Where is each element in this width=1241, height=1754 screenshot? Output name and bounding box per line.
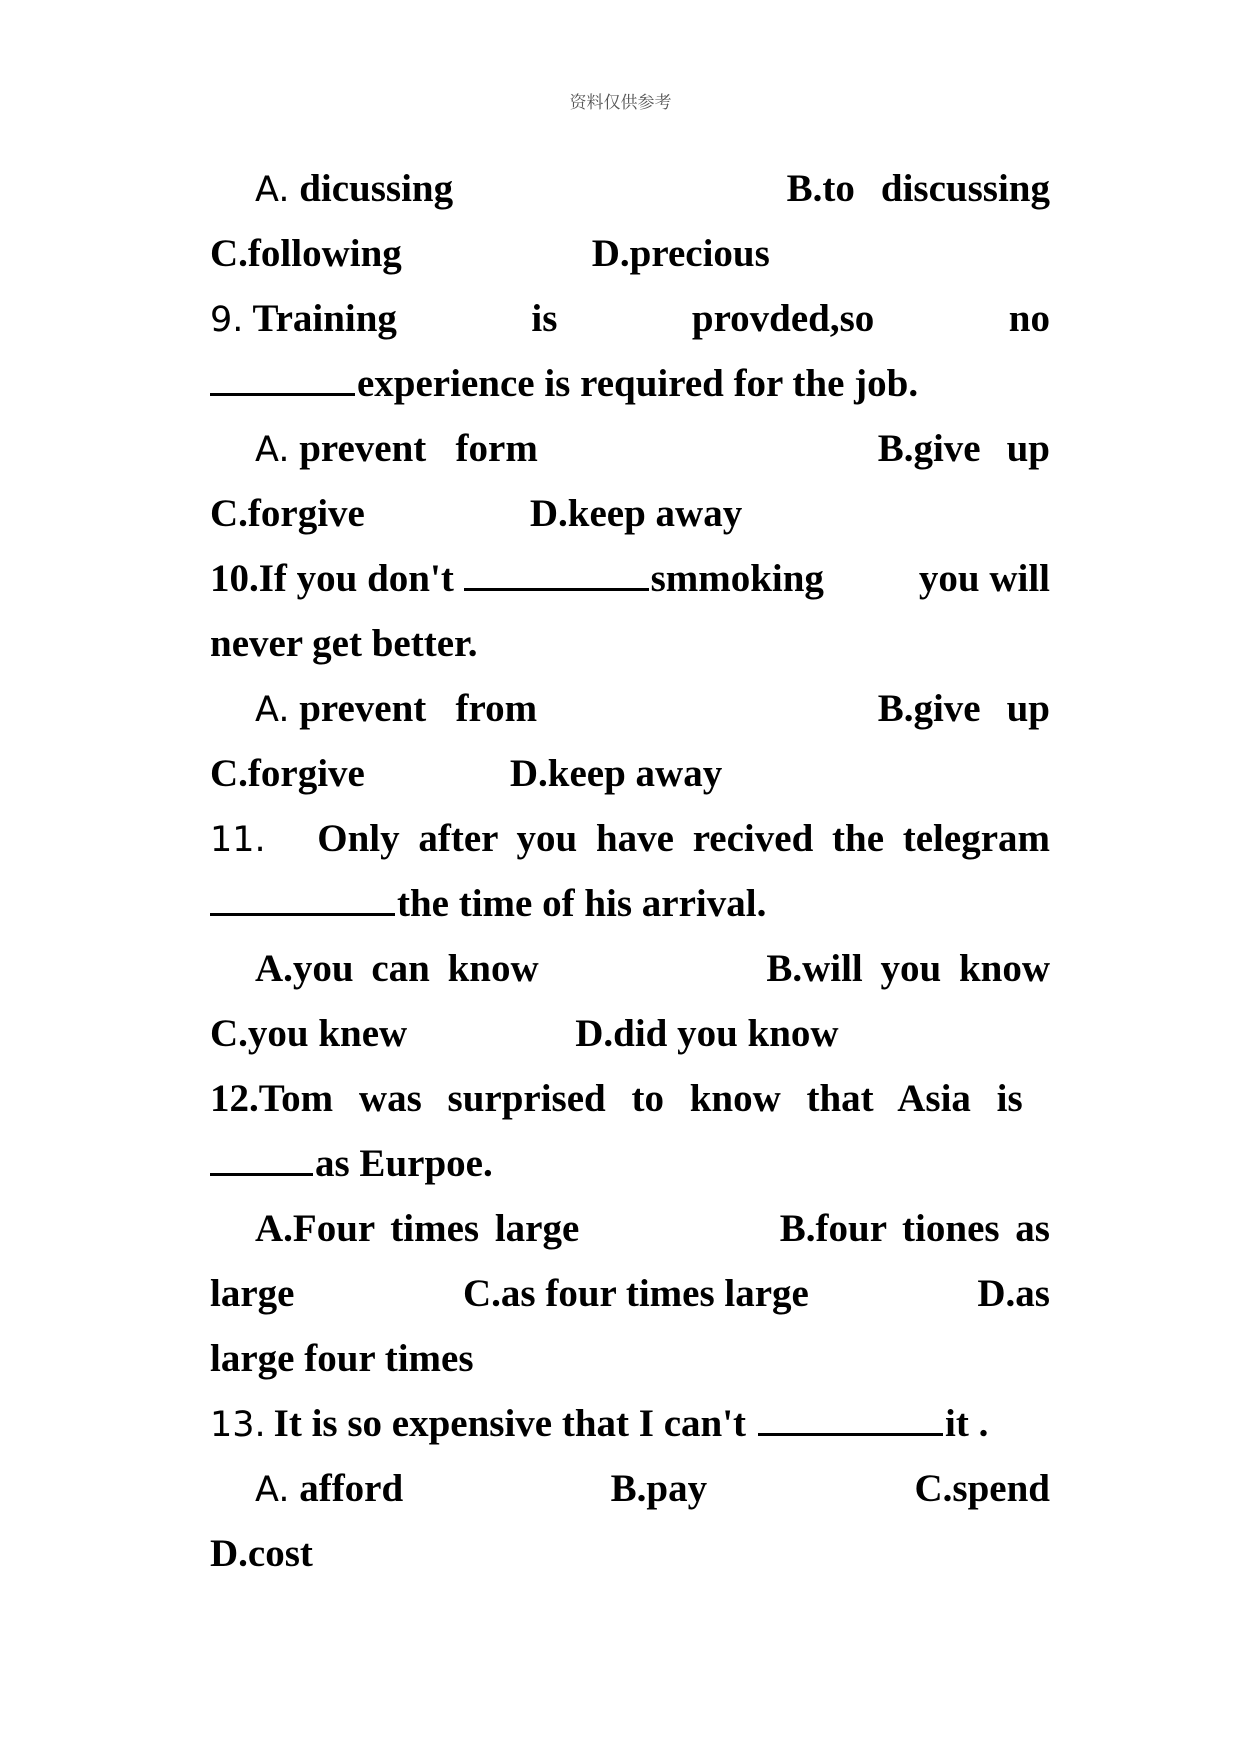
option-c: C.following [210, 232, 402, 275]
option-b-part2: up [1006, 687, 1050, 730]
question-line [210, 546, 1050, 611]
question-line [210, 351, 1050, 416]
option-c: C.spend [914, 1467, 1050, 1510]
option-label: A. [255, 690, 290, 730]
option-d: D.precious [591, 232, 770, 275]
options-line [210, 1261, 1050, 1326]
options-line [210, 676, 1050, 741]
options-line [210, 156, 1050, 221]
question-number: 13. [210, 1405, 266, 1445]
options-line [210, 936, 1050, 1001]
option-b: B.will you know [766, 947, 1050, 990]
option-a [255, 416, 538, 483]
option-b-part1: B.give [877, 427, 981, 470]
answer-blank [464, 552, 649, 591]
options-line [210, 1521, 1050, 1586]
question-content [210, 156, 1050, 1586]
option-c: C.forgive [210, 492, 365, 535]
option-b-part2: discussing [880, 167, 1050, 210]
option-text: afford [299, 1467, 404, 1510]
option-c: C.forgive [210, 752, 365, 795]
option-b: B.four tiones as [779, 1207, 1050, 1250]
option-b-part2: up [1006, 427, 1050, 470]
question-text: It is so expensive that I can't [273, 1402, 747, 1445]
question-text: you will [918, 557, 1050, 600]
page-header: 资料仅供参考 [569, 93, 672, 113]
option-text: large four times [210, 1337, 474, 1380]
question-text: the time of his arrival. [397, 882, 767, 925]
option-c: C.you knew [210, 1012, 408, 1055]
question-text: smmoking [650, 557, 824, 600]
options-line [210, 221, 1050, 286]
question-number: 11. [210, 820, 266, 860]
option-label: A. [255, 1470, 290, 1510]
question-number: 9. [210, 300, 244, 340]
options-line [210, 416, 1050, 481]
question-text: Only after you have recived the telegram [317, 817, 1050, 860]
question-word: is [531, 297, 558, 340]
question-line [210, 1391, 1050, 1456]
option-a: A.Four times large [255, 1207, 580, 1250]
options-line [210, 1456, 1050, 1521]
option-label: A. [255, 170, 290, 210]
question-line [210, 611, 1050, 676]
question-text: 10.If you don't [210, 557, 454, 600]
option-d: D.did you know [575, 1012, 839, 1055]
options-line [210, 1326, 1050, 1391]
option-c: C.as four times large [462, 1272, 809, 1315]
answer-blank [758, 1397, 943, 1436]
answer-blank [210, 1137, 313, 1176]
options-line [210, 481, 1050, 546]
question-word: Training [252, 297, 397, 340]
option-a: A.you can know [255, 947, 539, 990]
option-b: B.pay [610, 1467, 708, 1510]
question-line [210, 871, 1050, 936]
option-d: D.as [977, 1272, 1050, 1315]
option-a [255, 676, 537, 743]
option-d: D.keep away [529, 492, 743, 535]
question-text: it . [945, 1402, 989, 1445]
question-word: provded,so [691, 297, 875, 340]
option-text: large [210, 1272, 295, 1315]
option-a [255, 156, 453, 223]
options-line [210, 1196, 1050, 1261]
option-text: prevent form [299, 427, 538, 470]
option-d: D.keep away [509, 752, 723, 795]
question-text: never get better. [210, 622, 478, 665]
option-b-part1: B.to [786, 167, 855, 210]
question-line [210, 806, 1050, 871]
option-label: A. [255, 430, 290, 470]
question-line [210, 1066, 1050, 1131]
option-text: dicussing [299, 167, 454, 210]
options-line [210, 741, 1050, 806]
option-a [255, 1456, 403, 1523]
option-d: D.cost [210, 1532, 313, 1575]
options-line [210, 1001, 1050, 1066]
question-line [210, 286, 1050, 351]
question-text: as Eurpoe. [315, 1142, 493, 1185]
answer-blank [210, 357, 355, 396]
question-text: 12.Tom was surprised to know that Asia is [210, 1077, 1023, 1120]
question-line [210, 1131, 1050, 1196]
question-text: experience is required for the job. [357, 362, 919, 405]
question-word: no [1008, 297, 1050, 340]
answer-blank [210, 877, 395, 916]
option-text: prevent from [299, 687, 538, 730]
option-b-part1: B.give [877, 687, 981, 730]
